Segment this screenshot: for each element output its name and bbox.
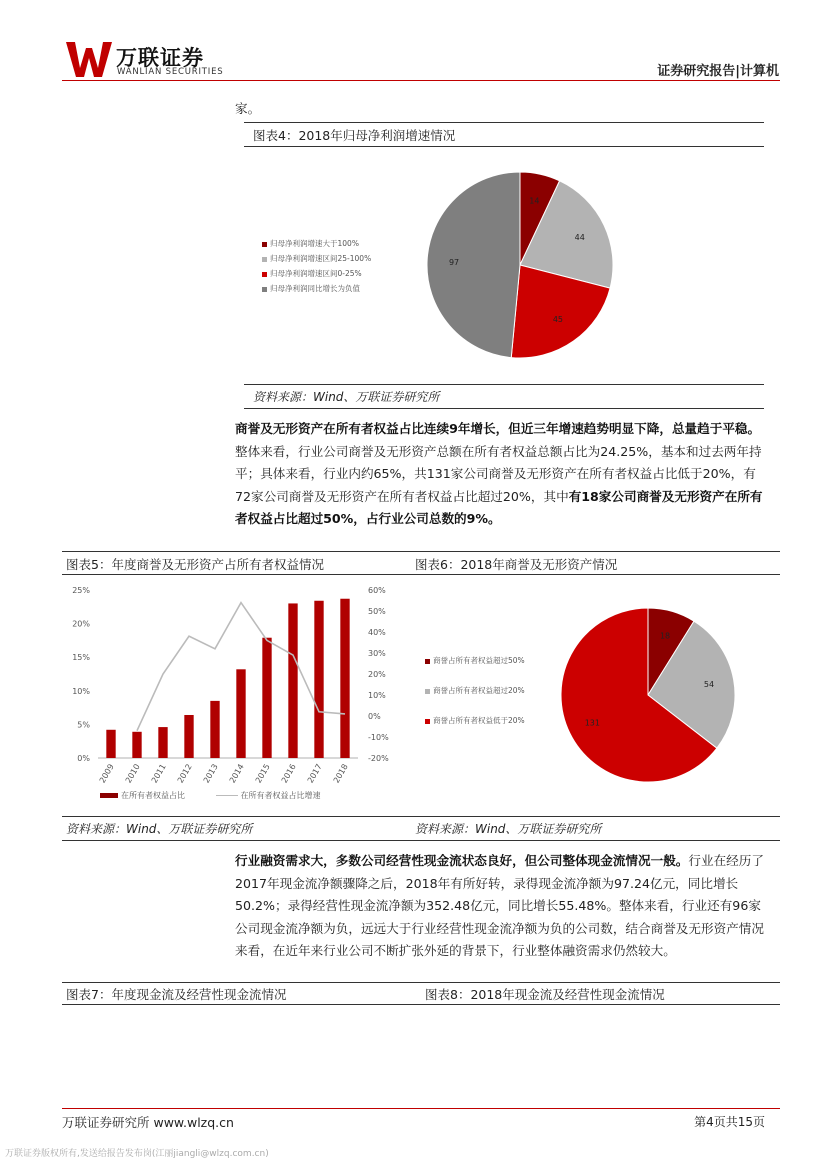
fig5-bar	[314, 601, 323, 758]
paragraph-goodwill-body: 整体来看，行业公司商誉及无形资产总额在所有者权益总额占比为24.25%，基本和过去两年持平；具体来看，行业内约65%，共131家公司商誉及无形资产在所有者权益占比低于20%，有72家公司商誉及无形资产在所有者权益占比超过20%，其中	[235, 443, 762, 504]
fig5-left-tick: 25%	[72, 586, 90, 595]
fig4-legend-swatch-4	[262, 287, 267, 292]
logo-chinese-name: 万联证券	[116, 46, 204, 70]
fig4-legend-label-1: 归母净利润增速大于100%	[270, 239, 359, 248]
fig6-slice-label-1: 18	[659, 631, 671, 641]
fig6-legend-item-2	[425, 685, 540, 697]
fig6-legend-label-1: 商誉占所有者权益超过50%	[433, 656, 525, 665]
fig4-top-rule	[244, 122, 764, 123]
fig5-bar	[132, 732, 141, 758]
fig4-legend-swatch-2	[262, 257, 267, 262]
fig6-legend-label-2: 商誉占所有者权益超过20%	[433, 686, 525, 695]
footer-website: 万联证券研究所 www.wlzq.cn	[62, 1115, 234, 1130]
fig5-right-tick: 60%	[368, 586, 386, 595]
fig56-top-rule	[62, 551, 780, 552]
fig5-x-tick: 2010	[123, 762, 142, 785]
fig6-legend-swatch-3	[425, 719, 430, 724]
wanlian-logo-icon	[66, 40, 112, 78]
fig4-legend-item-1	[262, 238, 359, 249]
fig4-legend-item-4	[262, 283, 360, 294]
logo-english-name: WANLIAN SECURITIES	[117, 67, 224, 77]
fig6-slice-label-3: 131	[584, 718, 600, 728]
footer-divider	[62, 1108, 780, 1109]
fig5-x-tick: 2011	[149, 762, 168, 785]
fig5-left-tick: 20%	[72, 619, 90, 629]
fig6-legend-swatch-2	[425, 689, 430, 694]
fig5-left-tick: 0%	[77, 754, 90, 763]
fig5-x-tick: 2009	[97, 762, 116, 785]
paragraph-goodwill-tail: 有18家公司商誉及无形资产在所有者权益占比超过50%，占行业公司总数的9%。	[235, 488, 763, 526]
fig7-title: 图表7：年度现金流及经营性现金流情况	[66, 987, 287, 1002]
fig5-legend	[100, 790, 321, 801]
fig4-slice-label-2: 44	[574, 232, 585, 242]
fig4-legend-label-2: 归母净利润增速区间25-100%	[270, 254, 372, 263]
fig6-legend-item-3	[425, 715, 540, 727]
paragraph-goodwill	[235, 418, 765, 531]
continued-text: 家。	[235, 101, 261, 116]
fig5-bar	[262, 638, 271, 758]
header-divider	[62, 80, 780, 81]
fig5-left-tick: 15%	[72, 653, 90, 663]
fig5-bar	[340, 599, 349, 758]
fig5-legend-line-label: 在所有者权益占比增速	[240, 791, 321, 800]
fig56-bottom-rule	[62, 840, 780, 841]
fig5-combo-chart	[62, 578, 402, 808]
fig6-legend-swatch-1	[425, 659, 430, 664]
fig5-bar	[236, 669, 245, 758]
paragraph-cashflow-body: 行业在经历了2017年现金流净额骤降之后，2018年有所好转，录得现金流净额为97.24亿元，同比增长50.2%；录得经营性现金流净额为352.48亿元，同比增长55.48%。整体来看，行业还有96家公司现金流净额为负，远远大于行业经营性现金流净额为负的公司数，结合商誉及无形资产情况来看，在近年来行业公司不断扩张外延的背景下，行业整体融资需求仍然较大。	[235, 853, 764, 958]
fig5-legend-bar-label: 在所有者权益占比	[121, 791, 185, 800]
fig4-source: 资料来源：Wind、万联证券研究所	[253, 390, 440, 404]
fig6-legend-label-3: 商誉占所有者权益低于20%	[433, 716, 525, 725]
fig5-right-tick: -10%	[368, 733, 389, 742]
fig5-left-tick: 10%	[72, 686, 90, 696]
fig5-right-tick: 30%	[368, 649, 386, 658]
fig4-pie-chart	[420, 165, 630, 365]
footer-page-number: 第4页共15页	[694, 1115, 765, 1129]
fig5-right-tick: 40%	[368, 628, 386, 637]
fig6-title: 图表6：2018年商誉及无形资产情况	[415, 557, 618, 572]
footer-copyright-note: 万联证券版权所有,发送给报告发布岗(江丽jiangli@wlzq.com.cn)	[5, 1149, 269, 1159]
fig5-bar	[158, 727, 167, 758]
fig5-right-tick: -20%	[368, 754, 389, 763]
fig4-slice-label-1: 14	[529, 196, 540, 206]
paragraph-goodwill-lead: 商誉及无形资产在所有者权益占比连续9年增长，但近三年增速趋势明显下降，总量趋于平稳。	[235, 421, 761, 436]
fig5-left-tick: 5%	[77, 720, 90, 730]
fig78-top-rule	[62, 982, 780, 983]
fig5-x-tick: 2018	[331, 762, 350, 785]
fig5-bar	[210, 701, 219, 758]
fig5-bar	[288, 603, 297, 758]
fig5-x-tick: 2013	[201, 762, 220, 785]
fig5-bar	[184, 715, 193, 758]
fig5-source: 资料来源：Wind、万联证券研究所	[66, 822, 253, 836]
fig4-bottom-rule	[244, 408, 764, 409]
fig4-legend-swatch-3	[262, 272, 267, 277]
fig4-source-rule	[244, 384, 764, 385]
fig5-bar	[106, 730, 115, 758]
fig56-title-rule	[62, 574, 780, 575]
fig78-title-rule	[62, 1004, 780, 1005]
fig4-slice-4	[427, 172, 520, 358]
paragraph-cashflow-lead: 行业融资需求大，多数公司经营性现金流状态良好，但公司整体现金流情况一般。	[235, 853, 689, 868]
fig6-source: 资料来源：Wind、万联证券研究所	[415, 822, 602, 836]
fig4-legend-swatch-1	[262, 242, 267, 247]
report-type: 证券研究报告|计算机	[657, 64, 779, 79]
fig56-source-rule	[62, 816, 780, 817]
fig6-legend-item-1	[425, 655, 540, 667]
fig8-title: 图表8：2018年现金流及经营性现金流情况	[425, 987, 665, 1002]
fig5-right-tick: 20%	[368, 670, 386, 679]
fig5-x-tick: 2014	[227, 762, 246, 785]
fig5-right-tick: 0%	[368, 712, 381, 721]
paragraph-cashflow	[235, 850, 765, 963]
fig4-legend-label-4: 归母净利润同比增长为负值	[270, 284, 360, 293]
fig4-legend-item-2	[262, 253, 371, 264]
fig6-slice-label-2: 54	[703, 680, 715, 690]
fig4-legend-item-3	[262, 268, 362, 279]
fig4-title-rule	[244, 146, 764, 147]
fig4-title: 图表4：2018年归母净利润增速情况	[253, 128, 456, 143]
fig5-legend-bar-swatch	[100, 793, 118, 798]
fig5-x-tick: 2016	[279, 762, 298, 785]
fig6-pie-chart	[560, 600, 745, 790]
fig5-x-tick: 2012	[175, 762, 194, 785]
fig4-slice-label-3: 45	[552, 314, 564, 324]
fig5-right-tick: 10%	[368, 691, 386, 700]
fig5-legend-line-swatch	[216, 795, 238, 796]
fig5-title: 图表5：年度商誉及无形资产占所有者权益情况	[66, 557, 324, 572]
fig4-slice-label-4: 97	[448, 257, 460, 267]
fig4-legend-label-3: 归母净利润增速区间0-25%	[270, 269, 362, 278]
fig5-right-tick: 50%	[368, 607, 386, 616]
fig5-x-tick: 2015	[253, 762, 272, 785]
fig5-x-tick: 2017	[305, 762, 324, 785]
